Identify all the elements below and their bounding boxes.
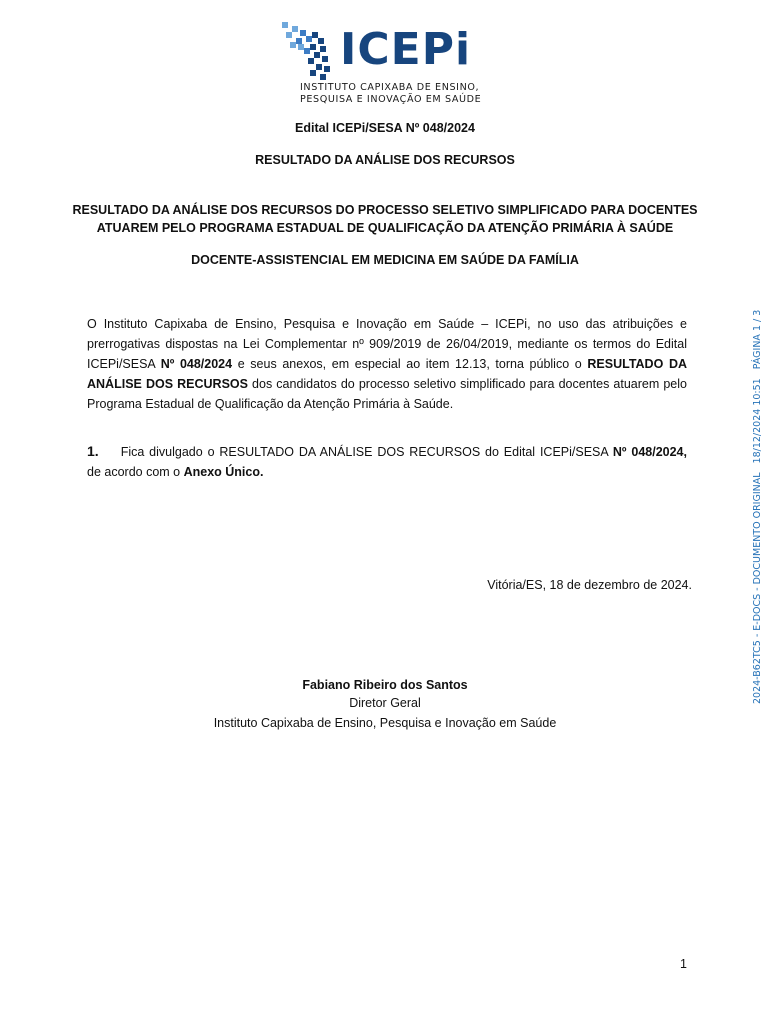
document-title [0, 201, 770, 237]
item-edital-number: Nº 048/2024, [612, 445, 687, 459]
logo-pixel [282, 22, 288, 28]
signatory-role: Diretor Geral [349, 696, 421, 710]
edocs-side-stamp [752, 301, 763, 704]
logo-pixel [314, 52, 320, 58]
logo-pixel [290, 42, 296, 48]
cargo-heading: DOCENTE-ASSISTENCIAL EM MEDICINA EM SAÚDE DA FAMÍLIA [191, 253, 579, 267]
item-1-paragraph [87, 441, 687, 482]
document-title-line-2: ATUAREM PELO PROGRAMA ESTADUAL DE QUALIFICAÇÃO DA ATENÇÃO PRIMÁRIA À SAÚDE [96, 221, 674, 235]
logo-pixel [298, 44, 304, 50]
item-text-a: Fica divulgado o RESULTADO DA ANÁLISE DOS RECURSOS do Edital ICEPi/SESA [120, 445, 613, 459]
logo-pixel [286, 32, 292, 38]
logo-pixel [310, 44, 316, 50]
signatory-institution: Instituto Capixaba de Ensino, Pesquisa e Inovação em Saúde [213, 716, 557, 730]
resultado-heading: RESULTADO DA ANÁLISE DOS RECURSOS [255, 153, 515, 167]
item-anexo-unico: Anexo Único. [183, 465, 264, 479]
logo-pixel [318, 38, 324, 44]
logo-wordmark: ICEPi [340, 24, 472, 75]
page-number: 1 [680, 957, 687, 971]
item-number: 1. [87, 443, 99, 459]
stamp-page: PÁGINA 1 / 3 [752, 309, 763, 370]
logo-pixel [292, 26, 298, 32]
logo-pixel [320, 74, 326, 80]
logo-tagline-line-2: PESQUISA E INOVAÇÃO EM SAÚDE [300, 93, 482, 105]
logo-tagline [300, 82, 481, 105]
stamp-code: 2024-B62TC5 - E-DOCS - DOCUMENTO ORIGINAL [752, 472, 763, 704]
signatory-name: Fabiano Ribeiro dos Santos [302, 678, 468, 692]
date-line: Vitória/ES, 18 de dezembro de 2024. [487, 578, 692, 592]
intro-paragraph [87, 314, 687, 414]
logo-pixel-mosaic-icon [280, 22, 340, 82]
edital-title: Edital ICEPi/SESA Nº 048/2024 [295, 121, 475, 135]
logo-pixel [324, 66, 330, 72]
document-title-line-1: RESULTADO DA ANÁLISE DOS RECURSOS DO PROCESSO SELETIVO SIMPLIFICADO PARA DOCENTES [72, 203, 698, 217]
intro-resultado-bold: RESULTADO DA ANÁLISE DOS RECURSOS [87, 357, 687, 391]
intro-text-c: e seus anexos, em especial ao item 12.13, torna público o [232, 357, 588, 371]
item-text-c: de acordo com o [87, 465, 184, 479]
stamp-datetime: 18/12/2024 10:51 [752, 378, 763, 464]
intro-text-a: O Instituto Capixaba de Ensino, Pesquisa e Inovação em Saúde – ICEPi, no uso das atribuições e prerrogativas dispostas na Lei Complementar nº 909/2019 de 26/04/2019, mediante os termos do Edital ICEPi/SESA [87, 317, 687, 371]
logo-tagline-line-1: INSTITUTO CAPIXABA DE ENSINO, [300, 82, 480, 93]
intro-text-e: dos candidatos do processo seletivo simplificado para docentes atuarem pelo Programa Estadual de Qualificação da Atenção Primária à Saúde. [87, 377, 687, 411]
intro-edital-number: Nº 048/2024 [160, 357, 233, 371]
logo-pixel [304, 48, 310, 54]
logo-pixel [316, 64, 322, 70]
logo-pixel [322, 56, 328, 62]
logo-pixel [308, 58, 314, 64]
logo-pixel [310, 70, 316, 76]
logo-pixel [320, 46, 326, 52]
icepi-logo [280, 22, 490, 106]
